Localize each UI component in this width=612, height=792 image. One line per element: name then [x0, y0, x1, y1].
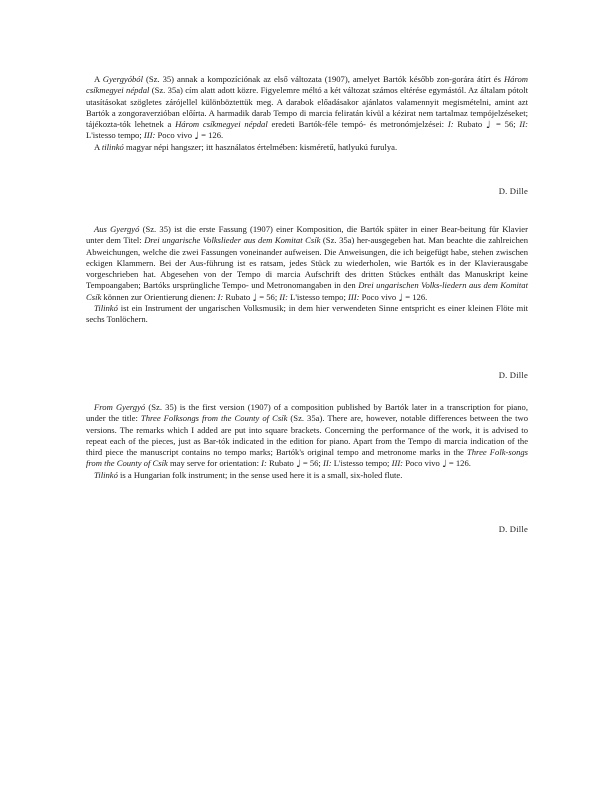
- text-run: Tempoangaben; Bartóks ursprüngliche Tempo- und Metronomangaben in den: [86, 280, 359, 291]
- italic-text: II:: [519, 119, 528, 130]
- italic-text: Három csíkmegyei népdal: [175, 119, 268, 130]
- text-run: einer kleinen Flöte mit sechs Tonlöchern.: [86, 303, 528, 325]
- text-run: magyar népi hangszer; itt használatos értelmében: kisméretű, hatlyukú furulya.: [123, 141, 398, 152]
- text-run: számos eltérése egymástól. Az általam pótolt utasításokat szögletes zárójellel különböztettük meg. A: [86, 85, 528, 107]
- quarter-note-icon: ♩: [194, 131, 199, 143]
- text-run: = 56;: [492, 119, 520, 130]
- text-run: L'istesso tempo;: [287, 291, 346, 302]
- text-run: = 126.: [403, 291, 428, 302]
- text-run: = 56;: [300, 458, 323, 469]
- quarter-note-icon: ♩: [295, 459, 301, 471]
- italic-text: Aus Gyergyó: [94, 224, 140, 234]
- text-run: Poco vivo: [155, 130, 195, 141]
- text-run: tók lehetnek a: [119, 119, 176, 130]
- text-run: (Sz. 35) annak a kompozíciónak az első változata (1907), amelyet Bartók később zon-: [142, 74, 453, 84]
- text-run: Rubato: [223, 291, 253, 302]
- german-note: [86, 224, 529, 380]
- text-run: = 126.: [446, 458, 471, 469]
- text-run: beitung für Klavier unter dem Titel:: [86, 224, 528, 246]
- italic-text: Drei ungarischen Volks-: [358, 280, 443, 291]
- text-run: (Sz. 35) ist die erste Fassung (1907) einer Komposition, die Bartók später in einer Bear-: [139, 224, 460, 234]
- text-run: Rubato: [266, 458, 296, 469]
- text-run: aufweisen. Die Anweisungen, die ich beigefügt habe, stehen zwischen eckigen Klammern. Bei der Aus-: [86, 246, 529, 268]
- text-run: L'istesso tempo;: [86, 130, 144, 141]
- italic-text: II:: [279, 291, 288, 302]
- text-run: is a Hungarian folk instrument; in the sense used here it is a small, six-holed flute.: [117, 469, 403, 480]
- text-run: vivo: [424, 458, 442, 469]
- english-note: [86, 402, 529, 534]
- hungarian-paragraphs: [86, 74, 528, 153]
- italic-text: II:: [322, 458, 332, 469]
- text-run: ausgegeben hat. Man beachte die zahlreichen Abweichungen, welche die zwei Fassungen voneinander: [86, 235, 528, 257]
- text-run: A: [94, 141, 102, 152]
- italic-text: Three Folk-: [466, 447, 509, 458]
- text-run: hat. Abgesehen von der Tempo di marcia Aufschrift des dritten Stückes enthält das Manuskript keine: [143, 269, 528, 280]
- text-run: (Sz. 35a). There are,: [287, 413, 364, 424]
- text-run: (Sz. 35a) cím alatt adott közre. Figyelemre méltó a két változat: [149, 85, 371, 96]
- text-run: können zur Orientierung dienen:: [101, 291, 218, 302]
- italic-text: I:: [217, 291, 224, 302]
- italic-text: III:: [348, 291, 360, 302]
- italic-text: Tilinkó: [94, 303, 118, 314]
- text-run: Poco vivo: [359, 291, 399, 302]
- italic-text: Drei ungarische Volkslieder aus dem Komitat Csík: [144, 235, 321, 246]
- italic-text: III:: [391, 458, 404, 469]
- text-run: ist ein Instrument der ungarischen Volksmusik; in dem hier verwendeten Sinne entspricht es: [117, 303, 446, 314]
- text-run: A: [94, 74, 103, 84]
- hungarian-paragraph-main: [86, 74, 528, 142]
- italic-text: From Gyergyó: [94, 402, 146, 412]
- text-run: eredeti Bartók-féle tempó- és metronómjelzései:: [267, 119, 448, 130]
- text-run: however, notable differences between the two versions. The remarks which I added are put into square: [86, 413, 529, 435]
- text-run: (Sz. 35) is the first version (1907) of a composition published by Bartók later in a: [145, 402, 444, 412]
- text-run: A harmadik darab Tempo di marcia feliratán kívül a kézirat nem tartalmaz tempójelzéseket; tájékozta-: [86, 107, 528, 130]
- italic-text: Gyergyóból: [102, 74, 143, 84]
- italic-text: Három csíkmegyei népdal: [86, 74, 528, 96]
- english-paragraph-main: [86, 402, 528, 470]
- german-signature: D. Dille: [498, 370, 528, 380]
- text-run: (Sz. 35a) her-: [320, 235, 371, 246]
- italic-text: Tilinkó: [94, 469, 118, 480]
- german-paragraph-main: [86, 224, 528, 303]
- text-run: transcription for piano, under the title:: [86, 402, 528, 424]
- text-run: brackets. Concerning the performance of the work, it is advised to repeat each of the pieces, just as Bar-: [86, 424, 528, 446]
- text-run: Rubato: [453, 119, 483, 130]
- hungarian-note: [86, 74, 528, 196]
- text-run: = 56;: [257, 291, 280, 302]
- english-signature: D. Dille: [498, 524, 528, 534]
- english-paragraph-instrument: [86, 470, 528, 481]
- quarter-note-icon: ♩: [485, 120, 493, 132]
- text-run: L'istesso tempo;: [331, 458, 392, 469]
- text-run: darabok előadásakor ajánlatos valamennyit megismételni, amint azt Bartók a zongoraverzióban előírta.: [86, 96, 528, 118]
- quarter-note-icon: ♩: [398, 292, 404, 304]
- text-run: tók indicated in the edition for piano. Apart from the Tempo di marcia indication of the third piece the: [86, 435, 529, 458]
- italic-text: songs from the County of Csík: [86, 447, 529, 469]
- hungarian-signature: D. Dille: [498, 186, 528, 196]
- italic-text: I:: [261, 458, 267, 469]
- text-run: gorára átírt és: [452, 74, 504, 84]
- italic-text: I:: [447, 119, 454, 130]
- italic-text: tilinkó: [101, 141, 124, 152]
- text-run: may serve for orientation:: [167, 458, 262, 469]
- text-run: führung ist es ratsam, jedes Stück zu wiederholen, wie Bartók es in der Klavierausgabe vorgeschrieben: [86, 257, 529, 280]
- german-paragraphs: [86, 224, 528, 326]
- text-run: = 126.: [198, 130, 224, 141]
- italic-text: liedern aus dem Komitat Csík: [86, 280, 528, 302]
- italic-text: III:: [143, 130, 156, 141]
- italic-text: Three Folksongs from the County of Csík: [140, 413, 288, 424]
- quarter-note-icon: ♩: [252, 292, 258, 304]
- quarter-note-icon: ♩: [441, 459, 447, 471]
- hungarian-paragraph-instrument: [86, 142, 528, 153]
- text-run: manuscript contains no tempo marks; Bartók's original tempo and metronome marks in the: [140, 447, 467, 458]
- german-paragraph-instrument: [86, 303, 528, 326]
- text-run: Poco: [403, 458, 423, 469]
- english-paragraphs: [86, 402, 528, 481]
